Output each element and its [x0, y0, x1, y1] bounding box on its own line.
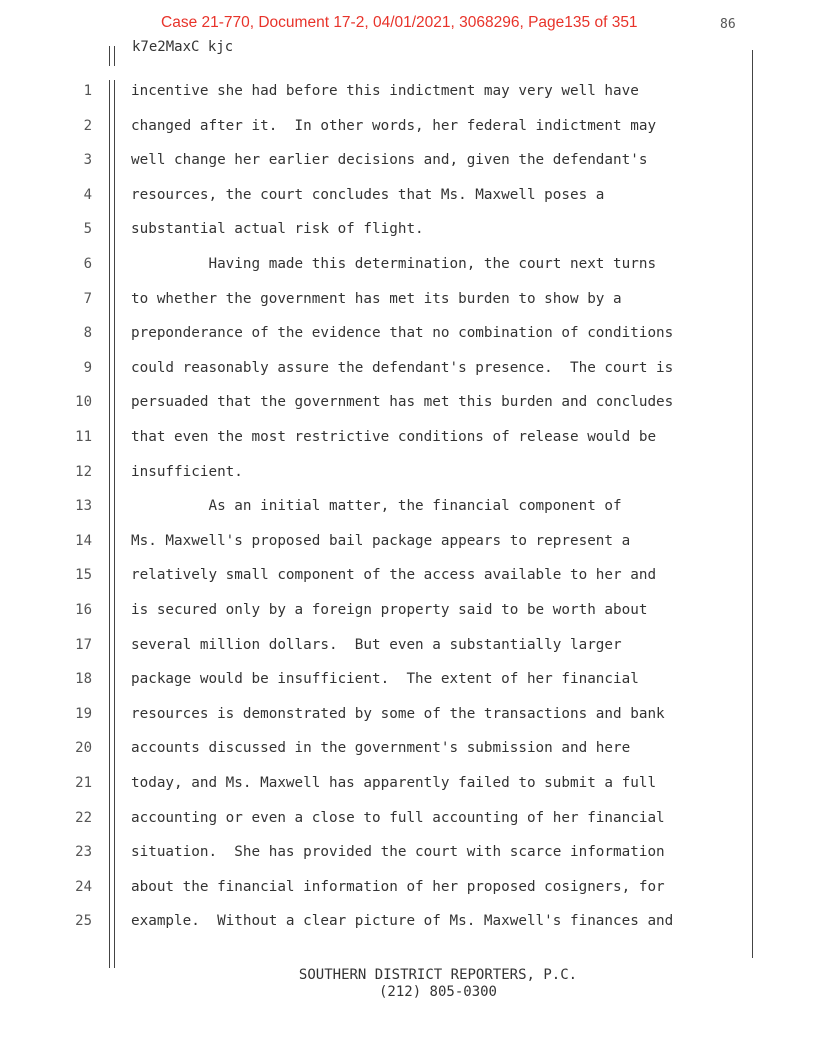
case-stamp-header: Case 21-770, Document 17-2, 04/01/2021, 3068296, Page135 of 351 [161, 14, 638, 31]
line-text: about the financial information of her proposed cosigners, for [131, 878, 665, 895]
line-text: accounting or even a close to full accounting of her financial [131, 809, 665, 826]
line-text: several million dollars. But even a substantially larger [131, 636, 622, 653]
left-margin-rule-top-inner [114, 46, 115, 66]
line-text: Having made this determination, the court next turns [131, 256, 657, 272]
line-number: 14 [75, 532, 92, 549]
line-text: that even the most restrictive conditions of release would be [131, 429, 657, 445]
footer-reporter: SOUTHERN DISTRICT REPORTERS, P.C. [298, 967, 578, 983]
transcript-line [0, 637, 816, 671]
line-number: 16 [75, 602, 92, 618]
line-number: 11 [75, 429, 92, 445]
case-code: k7e2MaxC kjc [132, 39, 234, 55]
transcript-line [0, 221, 816, 255]
transcript-line [0, 810, 816, 844]
line-number: 10 [75, 394, 92, 411]
line-text: accounts discussed in the government's submission and here [131, 740, 631, 757]
line-number: 2 [83, 117, 92, 134]
transcript-line [0, 740, 816, 774]
transcript-line [0, 464, 816, 498]
line-text: well change her earlier decisions and, given the defendant's [131, 152, 648, 169]
page-number: 86 [720, 17, 736, 32]
line-number: 18 [75, 671, 92, 688]
line-number: 21 [75, 775, 92, 791]
line-text: changed after it. In other words, her federal indictment may [131, 117, 657, 134]
line-number: 20 [75, 740, 92, 757]
transcript-line [0, 325, 816, 359]
line-text: situation. She has provided the court with scarce information [131, 844, 665, 861]
transcript-line [0, 256, 816, 290]
line-number: 15 [75, 567, 92, 584]
transcript-line [0, 533, 816, 567]
transcript-line [0, 291, 816, 325]
line-number: 17 [75, 636, 92, 653]
line-text: example. Without a clear picture of Ms. Maxwell's finances and [131, 913, 674, 930]
line-text: to whether the government has met its burden to show by a [131, 290, 622, 307]
line-text: Ms. Maxwell's proposed bail package appears to represent a [131, 532, 631, 549]
line-text: substantial actual risk of flight. [131, 221, 424, 238]
transcript-line [0, 913, 816, 947]
transcript-line [0, 152, 816, 186]
line-text: is secured only by a foreign property said to be worth about [131, 602, 648, 618]
line-text: resources, the court concludes that Ms. Maxwell poses a [131, 186, 605, 203]
transcript-line [0, 567, 816, 601]
line-text: insufficient. [131, 463, 243, 480]
line-text: resources is demonstrated by some of the transactions and bank [131, 705, 665, 722]
line-number: 3 [83, 152, 92, 169]
transcript-line [0, 706, 816, 740]
line-text: preponderance of the evidence that no combination of conditions [131, 325, 674, 342]
line-number: 1 [83, 83, 92, 99]
line-text: As an initial matter, the financial component of [131, 498, 622, 515]
line-number: 6 [83, 256, 92, 272]
transcript-line [0, 118, 816, 152]
transcript-line [0, 498, 816, 532]
line-number: 9 [83, 359, 92, 376]
line-number: 8 [83, 325, 92, 342]
line-number: 4 [83, 186, 92, 203]
line-number: 7 [83, 290, 92, 307]
line-number: 23 [75, 844, 92, 861]
transcript-line [0, 879, 816, 913]
footer [0, 967, 816, 1001]
transcript-line [0, 429, 816, 463]
transcript-line [0, 671, 816, 705]
transcript-line [0, 187, 816, 221]
line-number: 13 [75, 498, 92, 515]
line-number: 24 [75, 878, 92, 895]
line-text: today, and Ms. Maxwell has apparently failed to submit a full [131, 775, 657, 791]
left-margin-rule-top-outer [109, 46, 110, 66]
line-number: 12 [75, 463, 92, 480]
line-text: incentive she had before this indictment may very well have [131, 83, 639, 99]
line-text: could reasonably assure the defendant's presence. The court is [131, 359, 674, 376]
line-number: 19 [75, 705, 92, 722]
transcript-line [0, 775, 816, 809]
line-text: package would be insufficient. The extent of her financial [131, 671, 639, 688]
transcript-line [0, 602, 816, 636]
line-text: persuaded that the government has met this burden and concludes [131, 394, 674, 411]
transcript-line [0, 844, 816, 878]
footer-phone: (212) 805-0300 [378, 984, 497, 1000]
line-text: relatively small component of the access available to her and [131, 567, 657, 584]
transcript-line [0, 83, 816, 117]
line-number: 25 [75, 913, 92, 930]
transcript-line [0, 394, 816, 428]
line-number: 22 [75, 809, 92, 826]
line-number: 5 [83, 221, 92, 238]
transcript-line [0, 360, 816, 394]
